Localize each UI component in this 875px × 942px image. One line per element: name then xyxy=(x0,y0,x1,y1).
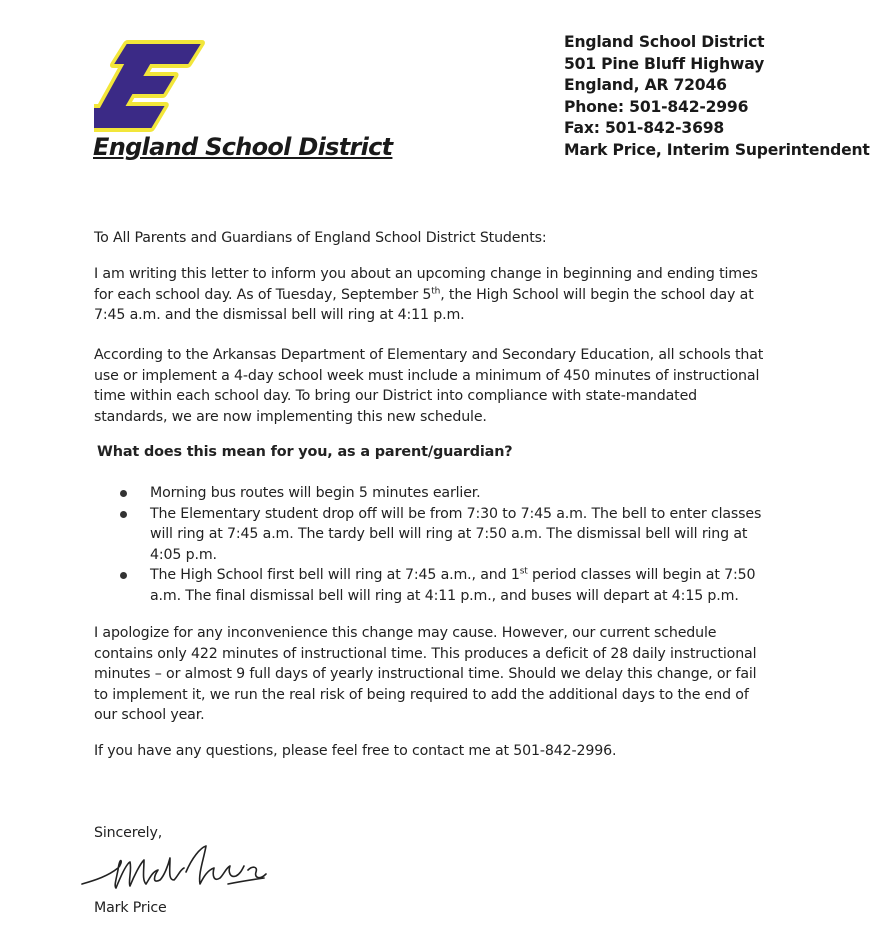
list-item-text: Morning bus routes will begin 5 minutes earlier. xyxy=(150,485,481,501)
signer-name: Mark Price xyxy=(94,900,167,916)
list-item xyxy=(116,504,776,566)
address-line: Fax: 501-842-3698 xyxy=(564,119,725,137)
paragraph-4: If you have any questions, please feel free to contact me at 501-842-2996. xyxy=(94,743,617,759)
section-heading: What does this mean for you, as a parent/guardian? xyxy=(97,444,513,460)
greeting: To All Parents and Guardians of England School District Students: xyxy=(94,230,547,246)
list-item-text: The High School first bell will ring at 7:45 a.m., and 1 xyxy=(150,567,520,584)
list-item xyxy=(116,483,776,504)
bullet3-superscript: st xyxy=(519,566,528,577)
p1-text-b: , the High School will begin the school day at 7:45 a.m. and the dismissal bell will ring at 4:11 p.m. xyxy=(94,286,754,324)
paragraph-3: I apologize for any inconvenience this change may cause. However, our current schedule contains only 422 minutes of instructional time. This produces a deficit of 28 daily instructional minutes – or almost 9 full days of yearly instructional time. Should we delay this change, or fail to implement it, we run the real risk of being required to add the additional days to the end of our school year. xyxy=(94,625,757,724)
logo-letter: E xyxy=(94,40,95,41)
p1-text-a: I am writing this letter to inform you about an upcoming change in beginning and ending times for each school day. As of Tuesday, September 5 xyxy=(94,266,758,303)
signature xyxy=(78,840,278,902)
address-line: Mark Price, Interim Superintendent xyxy=(564,140,870,159)
list-item xyxy=(116,565,776,606)
list-item-text: The Elementary student drop off will be from 7:30 to 7:45 a.m. The bell to enter classes will ring at 7:45 a.m. The tardy bell will ring at 7:50 a.m. The dismissal bell will ring at 4:05 p.m. xyxy=(150,505,762,563)
district-logo xyxy=(94,40,206,132)
address-line: England, AR 72046 xyxy=(564,76,727,94)
p1-superscript: th xyxy=(431,285,441,296)
bullet-icon xyxy=(120,572,127,579)
bullet-icon xyxy=(120,490,127,497)
address-line: 501 Pine Bluff Highway xyxy=(564,54,765,73)
list-item-text: period classes will begin at 7:50 a.m. The final dismissal bell will ring at 4:11 p.m., and buses will depart at 4:15 p.m. xyxy=(150,567,756,604)
address-line: England School District xyxy=(564,33,765,51)
bullet-icon xyxy=(120,511,127,518)
bullet-list xyxy=(116,483,776,607)
closing: Sincerely, xyxy=(94,825,163,841)
paragraph-2: According to the Arkansas Department of Elementary and Secondary Education, all schools that use or implement a 4-day school week must include a minimum of 450 minutes of instructional time within each school day. To bring our District into compliance with state-mandated standards, we are now implementing this new schedule. xyxy=(94,347,764,425)
letterhead-address xyxy=(564,32,870,161)
paragraph-1 xyxy=(94,264,774,326)
address-line: Phone: 501-842-2996 xyxy=(564,97,749,116)
district-name: England School District xyxy=(93,133,393,161)
